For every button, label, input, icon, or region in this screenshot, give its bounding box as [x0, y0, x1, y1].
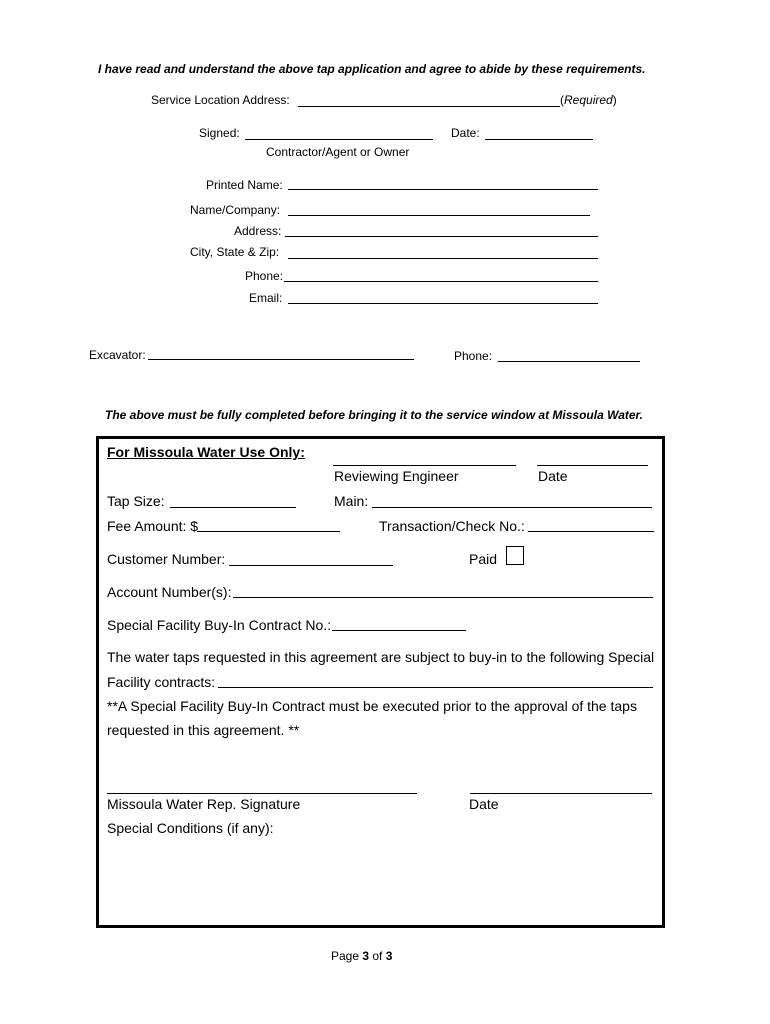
- printed-name-field[interactable]: [288, 189, 598, 190]
- required-note: (Required): [560, 93, 617, 107]
- account-numbers-field[interactable]: [233, 597, 653, 598]
- engineer-date-label: Date: [538, 468, 568, 484]
- excavator-phone-field[interactable]: [498, 361, 640, 362]
- tap-size-field[interactable]: [170, 507, 296, 508]
- transaction-label: Transaction/Check No.:: [379, 518, 525, 534]
- paid-label: Paid: [469, 551, 498, 567]
- email-label: Email:: [249, 291, 283, 305]
- facility-contracts-field[interactable]: [218, 687, 653, 688]
- reviewing-engineer-label: Reviewing Engineer: [334, 468, 459, 484]
- city-state-zip-label: City, State & Zip:: [190, 245, 280, 259]
- warning-text-line1: **A Special Facility Buy-In Contract must be executed prior to the approval of the taps: [107, 698, 637, 714]
- agreement-statement: I have read and understand the above tap application and agree to abide by these requirements.: [98, 62, 646, 76]
- date-field[interactable]: [485, 139, 593, 140]
- transaction-field[interactable]: [528, 531, 654, 532]
- main-field[interactable]: [372, 507, 652, 508]
- rep-signature-label: Missoula Water Rep. Signature: [107, 796, 301, 812]
- paid-checkbox[interactable]: [506, 546, 524, 565]
- tap-size-label: Tap Size:: [107, 493, 165, 509]
- warning-text-line2: requested in this agreement. **: [107, 722, 300, 738]
- fee-amount-label: Fee Amount: $: [107, 518, 199, 534]
- signature-field[interactable]: [245, 139, 433, 140]
- name-company-field[interactable]: [288, 215, 590, 216]
- reviewing-engineer-field[interactable]: [333, 465, 516, 466]
- city-state-zip-field[interactable]: [288, 258, 598, 259]
- fee-amount-field[interactable]: [197, 531, 340, 532]
- service-location-field[interactable]: [298, 106, 560, 107]
- service-location-label: Service Location Address:: [151, 93, 290, 107]
- rep-date-label: Date: [469, 796, 499, 812]
- subject-text: The water taps requested in this agreement are subject to buy-in to the following Special: [107, 649, 655, 665]
- date-label: Date:: [451, 126, 480, 140]
- special-conditions-label: Special Conditions (if any):: [107, 820, 274, 836]
- excavator-phone-label: Phone:: [454, 349, 493, 363]
- signer-caption: Contractor/Agent or Owner: [266, 145, 410, 159]
- engineer-date-field[interactable]: [537, 465, 648, 466]
- address-field[interactable]: [285, 236, 598, 237]
- facility-contracts-label: Facility contracts:: [107, 674, 216, 690]
- completion-notice: The above must be fully completed before bringing it to the service window at Missoula Water.: [105, 408, 643, 422]
- phone-label: Phone:: [245, 269, 284, 283]
- phone-field[interactable]: [284, 281, 598, 282]
- address-label: Address:: [234, 224, 282, 238]
- office-use-heading: For Missoula Water Use Only:: [107, 444, 305, 460]
- page-number: Page 3 of 3: [331, 949, 393, 963]
- main-label: Main:: [334, 493, 369, 509]
- email-field[interactable]: [288, 303, 598, 304]
- name-company-label: Name/Company:: [190, 203, 281, 217]
- excavator-field[interactable]: [148, 359, 414, 360]
- rep-signature-field[interactable]: [107, 793, 417, 794]
- printed-name-label: Printed Name:: [206, 178, 283, 192]
- signed-label: Signed:: [199, 126, 240, 140]
- account-numbers-label: Account Number(s):: [107, 584, 232, 600]
- rep-date-field[interactable]: [470, 793, 652, 794]
- buy-in-contract-label: Special Facility Buy-In Contract No.:: [107, 617, 332, 633]
- excavator-label: Excavator:: [89, 348, 146, 362]
- customer-number-label: Customer Number:: [107, 551, 226, 567]
- customer-number-field[interactable]: [229, 565, 393, 566]
- buy-in-contract-field[interactable]: [332, 630, 466, 631]
